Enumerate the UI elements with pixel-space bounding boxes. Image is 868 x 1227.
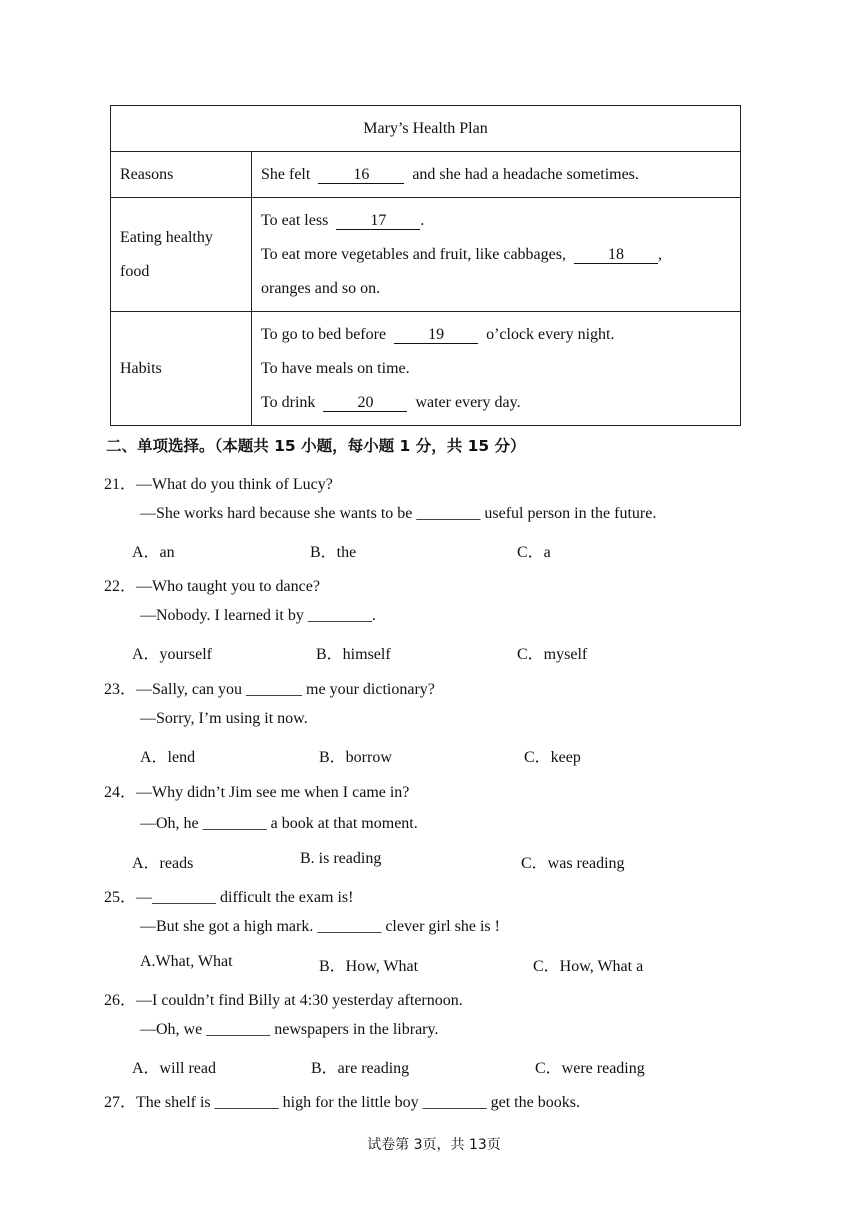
- question-25-line2: —But she got a high mark. ________ clever girl she is !: [140, 918, 500, 935]
- blank-17: 17: [336, 212, 420, 230]
- q25-option-b[interactable]: B．How, What: [319, 958, 419, 975]
- question-26: 26．—I couldn’t find Billy at 4:30 yesterday afternoon.: [104, 992, 463, 1009]
- q24-option-b[interactable]: B. is reading: [300, 850, 382, 867]
- blank-18: 18: [574, 246, 658, 264]
- q23-option-a[interactable]: A．lend: [140, 749, 196, 766]
- question-24-line2: —Oh, he ________ a book at that moment.: [140, 815, 418, 832]
- page-footer: 试卷第 3页，共 13页: [367, 1137, 501, 1153]
- question-21-line2: —She works hard because she wants to be ________ useful person in the future.: [140, 505, 657, 522]
- q26-option-c[interactable]: C．were reading: [535, 1060, 645, 1077]
- q22-option-c[interactable]: C．myself: [517, 646, 588, 663]
- q25-option-a[interactable]: A.What, What: [140, 953, 233, 970]
- table-title: Mary’s Health Plan: [111, 106, 741, 152]
- question-23-line2: —Sorry, I’m using it now.: [140, 710, 308, 727]
- q23-option-c[interactable]: C．keep: [524, 749, 581, 766]
- table-row-habits: [111, 312, 741, 426]
- food-cell: To eat less 17 . To eat more vegetables and fruit, like cabbages, 18 , oranges and so on.: [252, 198, 741, 312]
- question-25: 25．—________ difficult the exam is!: [104, 889, 354, 906]
- q23-option-b[interactable]: B．borrow: [319, 749, 392, 766]
- q26-option-a[interactable]: A．will read: [132, 1060, 216, 1077]
- q22-option-b[interactable]: B．himself: [316, 646, 391, 663]
- table-row-reasons: [111, 152, 741, 198]
- question-27: 27．The shelf is ________ high for the little boy ________ get the books.: [104, 1094, 580, 1111]
- question-23: 23．—Sally, can you _______ me your dictionary?: [104, 681, 435, 698]
- q24-option-c[interactable]: C．was reading: [521, 855, 625, 872]
- row-label-reasons: Reasons: [111, 152, 252, 198]
- q22-option-a[interactable]: A．yourself: [132, 646, 212, 663]
- question-22-line2: —Nobody. I learned it by ________.: [140, 607, 376, 624]
- blank-16: 16: [318, 166, 404, 184]
- blank-19: 19: [394, 326, 478, 344]
- question-21: 21．—What do you think of Lucy?: [104, 476, 333, 493]
- section-title: 二、单项选择。（本题共 15 小题，每小题 1 分，共 15 分）: [106, 437, 526, 455]
- row-label-habits: Habits: [111, 312, 252, 426]
- question-26-line2: —Oh, we ________ newspapers in the library.: [140, 1021, 439, 1038]
- blank-20: 20: [323, 394, 407, 412]
- q21-option-b[interactable]: B．the: [310, 544, 357, 561]
- q21-option-a[interactable]: A．an: [132, 544, 175, 561]
- q26-option-b[interactable]: B．are reading: [311, 1060, 410, 1077]
- q25-option-c[interactable]: C．How, What a: [533, 958, 644, 975]
- question-24: 24．—Why didn’t Jim see me when I came in?: [104, 784, 410, 801]
- question-22: 22．—Who taught you to dance?: [104, 578, 320, 595]
- row-label-food: Eating healthy food: [111, 198, 252, 312]
- q24-option-a[interactable]: A．reads: [132, 855, 194, 872]
- table-row-food: [111, 198, 741, 312]
- habits-cell: To go to bed before 19 o’clock every night. To have meals on time. To drink 20 water every day.: [252, 312, 741, 426]
- health-plan-table: [110, 105, 741, 426]
- reasons-cell: She felt 16 and she had a headache sometimes.: [252, 152, 741, 198]
- q21-option-c[interactable]: C．a: [517, 544, 551, 561]
